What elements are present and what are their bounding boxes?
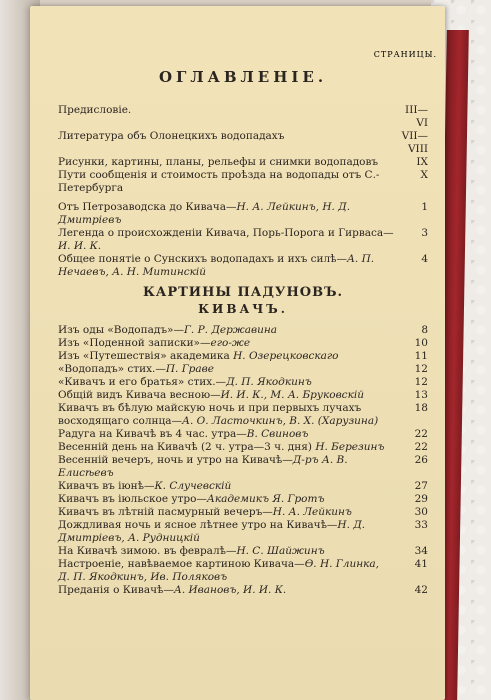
page-title: ОГЛАВЛЕНІЕ. (158, 68, 328, 86)
pages-header: СТРАНИЦЫ. (373, 50, 437, 59)
entry-page: 33 (414, 519, 428, 531)
kivach-entries (58, 324, 428, 597)
toc-entry (58, 253, 428, 279)
entry-author: Академикъ Я. Гротъ (206, 493, 325, 505)
toc-entry: Кивачъ въ бѣлую майскую ночь и при первыхъ лучахъ восходящаго солнца—А. О. Ласточкинъ, В. Х. (Харузина) 18 (58, 402, 428, 427)
toc-entry: Весенній день на Кивачѣ (2 ч. утра—3 ч. дня) Н. Березинъ 22 (58, 441, 428, 453)
entry-author: его-же (210, 337, 251, 349)
toc-entry (58, 156, 428, 169)
entry-page: 42 (414, 584, 428, 596)
entry-author: Н. Д. Дмитріевъ, А. Рудницкій (58, 519, 366, 544)
entry-text: Легенда о происхожденіи Кивача, Порь-Порога и Гирваса—И. И. К. (58, 227, 394, 252)
entry-page: 1 (421, 201, 428, 213)
entry-author: Н. А. Лейкинъ (272, 506, 352, 518)
toc-entry (58, 169, 428, 195)
entry-author: А. О. Ласточкинъ, В. Х. (Харузина) (182, 415, 379, 427)
toc-entry: Дождливая ночь и ясное лѣтнее утро на Кивачѣ—Н. Д. Дмитріевъ, А. Рудницкій 33 (58, 519, 428, 544)
toc-entry: На Кивачѣ зимою. въ февралѣ—Н. С. Шайжинъ 34 (58, 545, 428, 557)
entry-page: 26 (414, 454, 428, 466)
toc-entry: Кивачъ въ лѣтній пасмурный вечеръ—Н. А. Лейкинъ 30 (58, 506, 428, 518)
entry-page: X (420, 169, 428, 181)
toc-entry: Радуга на Кивачѣ въ 4 час. утра—В. Свиновъ 22 (58, 428, 428, 440)
entry-text: Литература объ Олонецкихъ водопадахъ (58, 130, 285, 142)
entry-author: А. Ивановъ, И. И. К. (173, 584, 287, 596)
entry-author: Д-ръ А. В. Елисѣевъ (58, 454, 348, 479)
toc-entry: Кивачъ въ іюльское утро—Академикъ Я. Гротъ 29 (58, 493, 428, 505)
entry-author: Н. С. Шайжинъ (236, 545, 325, 557)
entry-text: Отъ Петрозаводска до Кивача—Н. А. Лейкинъ, Н. Д. Дмитріевъ (58, 201, 351, 226)
entry-author: Ѳ. Н. Глинка, Д. П. Якодкинъ, Ив. Поляковъ (58, 558, 379, 583)
entry-author: Н. Озерецковскаго (233, 350, 339, 362)
entry-page: 22 (414, 428, 428, 440)
entry-author: К. Случевскій (154, 480, 232, 492)
entry-author: Д. П. Якодкинъ (226, 376, 312, 388)
section-title: КАРТИНЫ ПАДУНОВЪ. (142, 285, 344, 300)
entry-page: 34 (414, 545, 428, 557)
entry-author: Н. А. Лейкинъ, Н. Д. Дмитріевъ (58, 201, 351, 226)
toc-entry: Кивачъ въ іюнѣ—К. Случевскій 27 (58, 480, 428, 492)
entry-text: Пути сообщенія и стоимость проѣзда на водопады отъ С.-Петербурга (58, 169, 380, 194)
toc-entry: «Кивачъ и его братья» стих.—Д. П. Якодкинъ 12 (58, 376, 428, 388)
entry-page: 29 (414, 493, 428, 505)
entry-text: Общее понятіе о Сунскихъ водопадахъ и ихъ силѣ—А. П. Нечаевъ, А. Н. Митинскій (58, 253, 375, 278)
entry-author: Г. Р. Державина (183, 324, 278, 336)
entry-page: IX (416, 156, 428, 168)
toc-entry: Настроеніе, навѣваемое картиною Кивача—Ѳ. Н. Глинка, Д. П. Якодкинъ, Ив. Поляковъ 41 (58, 558, 428, 583)
toc-entry (58, 104, 428, 130)
toc-entry: Весенній вечеръ, ночь и утро на Кивачѣ—Д-ръ А. В. Елисѣевъ 26 (58, 454, 428, 479)
entry-text: Рисунки, картины, планы, рельефы и снимки водопадовъ (58, 156, 379, 168)
entry-page: 11 (414, 350, 428, 362)
toc-entry: Общій видъ Кивача весною—И. И. К., М. А. Бруковскій 13 (58, 389, 428, 401)
entry-page: 12 (414, 363, 428, 375)
entry-author: П. Граве (165, 363, 214, 375)
entry-page: 27 (414, 480, 428, 492)
toc-entry: «Водопадъ» стих.—П. Граве 12 (58, 363, 428, 375)
entry-page: 4 (421, 253, 428, 265)
entry-author: А. П. Нечаевъ, А. Н. Митинскій (58, 253, 375, 278)
entry-text: Предисловіе. (58, 104, 132, 116)
toc-entry: Изъ «Поденной записки»—его-же 10 (58, 337, 428, 349)
entry-author: В. Свиновъ (246, 428, 309, 440)
entry-page: VII—VIII (401, 130, 428, 155)
entry-page: III—VI (405, 104, 428, 129)
book-page (30, 6, 445, 700)
entry-author: Н. Березинъ (315, 441, 385, 453)
entry-author: И. И. К. (58, 240, 102, 252)
entry-page: 18 (414, 402, 428, 414)
toc-entry (58, 227, 428, 253)
toc-entry (58, 130, 428, 156)
entry-page: 41 (414, 558, 428, 570)
toc-entry: Изъ «Путешествія» академика Н. Озерецковскаго 11 (58, 350, 428, 362)
toc-entry (58, 201, 428, 227)
toc-entry: Изъ оды «Водопадъ»—Г. Р. Державина 8 (58, 324, 428, 336)
toc-content (58, 68, 428, 597)
entry-page: 3 (421, 227, 428, 239)
entry-page: 8 (421, 324, 428, 336)
entry-page: 12 (414, 376, 428, 388)
toc-entry: Преданія о Кивачѣ—А. Ивановъ, И. И. К. 42 (58, 584, 428, 596)
entry-page: 10 (414, 337, 428, 349)
front-entries (58, 104, 428, 279)
entry-page: 22 (414, 441, 428, 453)
entry-author: И. И. К., М. А. Бруковскій (220, 389, 364, 401)
subsection-title: КИВАЧЪ. (198, 302, 288, 316)
entry-page: 13 (414, 389, 428, 401)
entry-page: 30 (414, 506, 428, 518)
